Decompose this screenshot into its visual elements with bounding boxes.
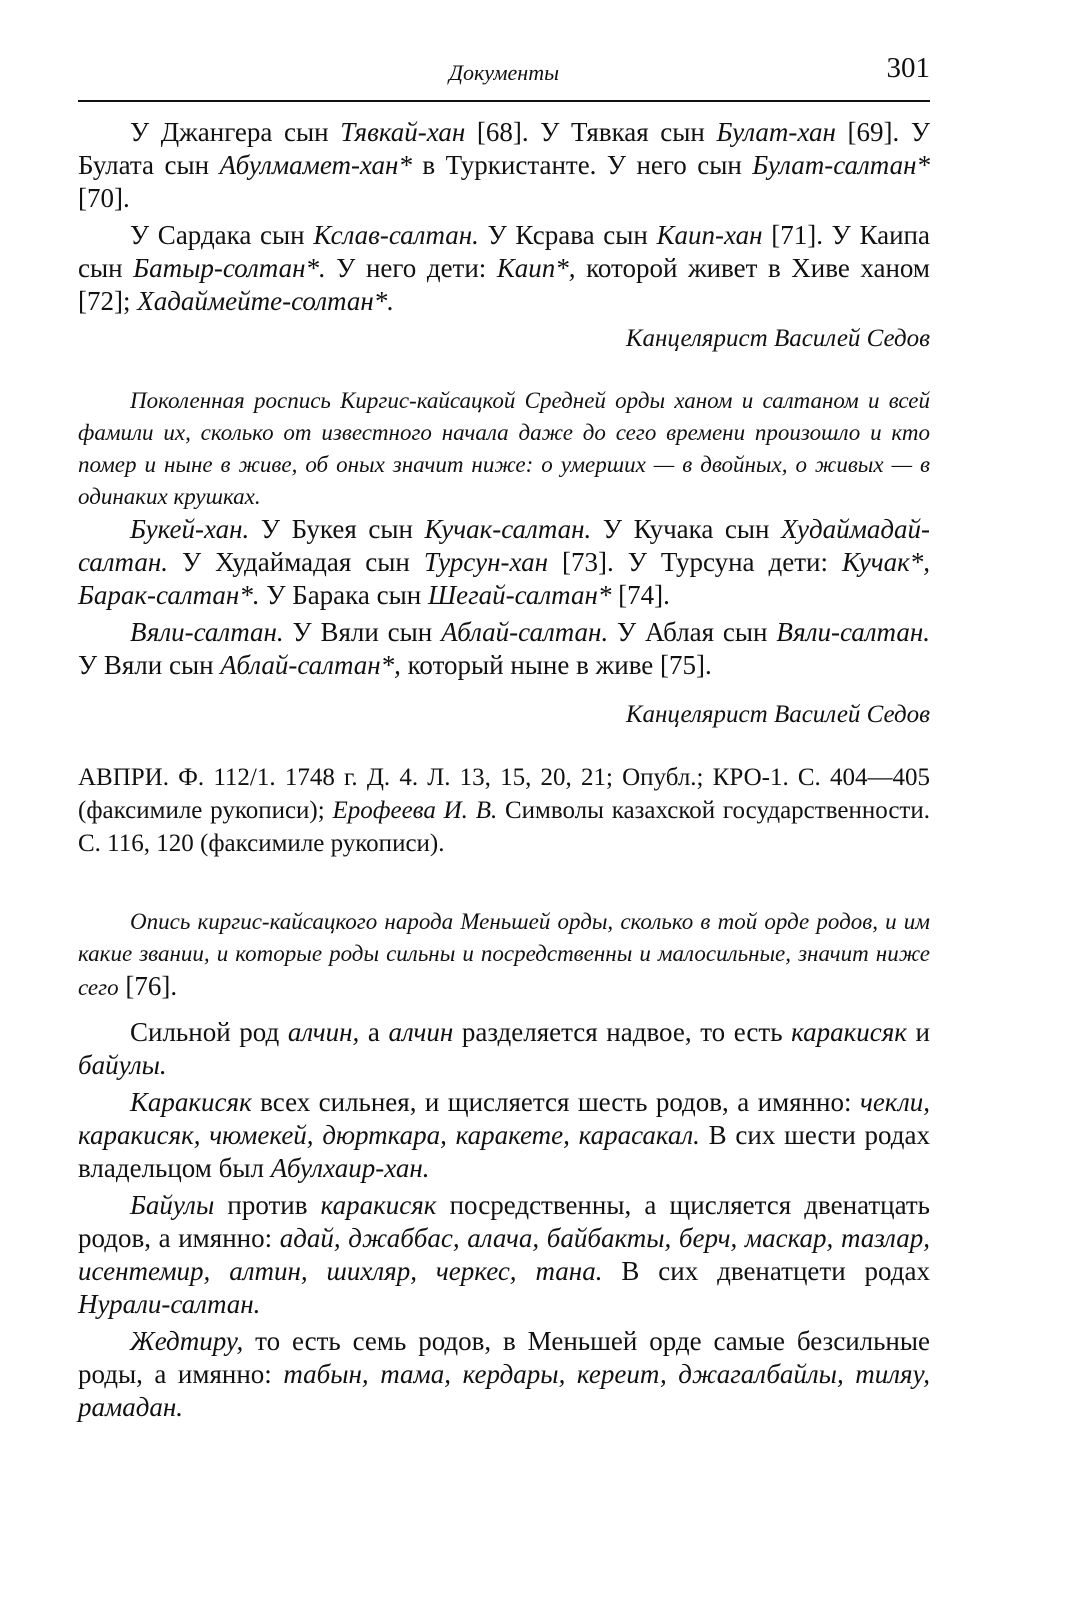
text-run: [68]. У Тявкая сын — [465, 117, 717, 147]
name-run: Каракисяк — [130, 1087, 252, 1117]
name-run: Абулхаир-хан. — [270, 1153, 430, 1183]
paragraph-karakisyak — [78, 1086, 930, 1185]
name-run: Абулмамет-хан* — [219, 150, 412, 180]
page-content — [78, 102, 930, 1424]
name-run: Батыр-солтан*. — [133, 253, 326, 283]
text-run: и — [906, 1017, 930, 1047]
text-run: [73]. У Турсуна дети: — [548, 547, 842, 577]
name-run: Жедтиру, — [130, 1326, 244, 1356]
name-run: каракисяк — [320, 1190, 437, 1220]
text-run: У Аблая сын — [608, 617, 777, 647]
name-run: Нурали-салтан. — [78, 1289, 261, 1319]
name-run: Букей-хан. — [130, 514, 250, 544]
name-run: Аблай-салтан*, — [220, 650, 401, 680]
name-run: Тявкай-хан — [340, 117, 466, 147]
text-run: разделяется надвое, то есть — [453, 1017, 792, 1047]
text-run: а — [359, 1017, 389, 1047]
text-run: У него дети: — [325, 253, 497, 283]
name-run: Аблай-салтан. — [441, 617, 609, 647]
text-run: У Ксрава сын — [478, 220, 657, 250]
name-run: Байулы — [130, 1190, 215, 1220]
text-run: АВПРИ. Ф. 112/1. 1748 г. Д. 4. Л. 13, 15, 20, 21; Опубл.; КРО-1. С. 404—405 (факсимиле рукописи); — [78, 764, 930, 824]
archival-reference — [78, 761, 930, 860]
text-run: [70]. — [78, 183, 130, 213]
page-number: 301 — [886, 52, 930, 84]
author-name: Ерофеева И. В. — [332, 797, 498, 824]
paragraph-sardak-lineage — [78, 219, 930, 318]
text-run: всех сильнея, и щисляется шесть родов, а имянно: — [251, 1087, 860, 1117]
text-run: У Вяли сын — [283, 617, 442, 647]
page-header — [78, 42, 930, 102]
paragraph-bukei-lineage — [78, 513, 930, 612]
text-run: в Туркистанте. У него сын — [411, 150, 753, 180]
text-run: Символы казахской государственности. С. 116, 120 (факсимиле рукописи). — [78, 797, 930, 857]
text-run: У Барака сын — [259, 580, 428, 610]
text-run: посредственны, а щисляется двенатцать родов, а имянно: — [78, 1190, 930, 1253]
name-run: байулы. — [78, 1050, 167, 1080]
name-run: Кслав-салтан. — [313, 220, 479, 250]
text-run: то есть семь родов, в Меньшей орде самые безсильные роды, а имянно: — [78, 1326, 930, 1389]
paragraph-dzhanger-lineage — [78, 116, 930, 215]
inventory-heading-junior-horde — [78, 906, 930, 1004]
text-run: который ныне в живе [75]. — [400, 650, 712, 680]
text-run: [74]. — [611, 580, 670, 610]
text-run: У Вяли сын — [78, 650, 221, 680]
text-run: У Худаймадая сын — [168, 547, 424, 577]
name-run: каракисяк — [791, 1017, 907, 1047]
name-run: алчин, — [287, 1017, 360, 1047]
text-run: которой живет в Хиве ханом [72]; — [78, 253, 931, 316]
name-run: Шегай-салтан* — [427, 580, 612, 610]
name-run: Кучак*, Барак-салтан*. — [78, 547, 931, 610]
text-run: [69]. У Булата сын — [78, 117, 930, 180]
name-run: алчин — [388, 1017, 454, 1047]
name-run: Каип-хан — [656, 220, 763, 250]
note-ref: [76]. — [118, 971, 178, 1001]
text-run: В сих шести родах владельцом был — [78, 1120, 930, 1183]
name-run: Вяли-салтан. — [776, 617, 930, 647]
text-run: против — [214, 1190, 321, 1220]
running-title: Документы — [448, 60, 559, 85]
signature: Канцелярист Василей Седов — [625, 325, 930, 352]
name-run: Каип*, — [496, 253, 576, 283]
text-run: В сих двенатцети родах — [602, 1256, 930, 1286]
paragraph-baiuly — [78, 1189, 930, 1321]
text-run: У Сардака сын — [130, 220, 314, 250]
document-page — [78, 42, 930, 1428]
name-run: Турсун-хан — [423, 547, 549, 577]
text-run: У Джангера сын — [130, 117, 341, 147]
paragraph-vyali-lineage — [78, 616, 930, 682]
paragraph-alchin — [78, 1016, 930, 1082]
name-run: адай, джаббас, алача, байбакты, берч, маскар, тазлар, исентемир, алтин, шихляр, черкес, тана. — [78, 1223, 930, 1286]
name-run: чекли, каракисяк, чюмекей, дюрткара, каракете, карасакал. — [78, 1087, 930, 1150]
text-run: Опись киргис-кайсацкого народа Меньшей орды, сколько в той орде родов, и им какие звании, и которые роды сильны и посредственны и малосильные, значит ниже сего — [78, 909, 930, 1000]
name-run: Вяли-салтан. — [130, 617, 284, 647]
name-run: Худаймадай-салтан. — [78, 514, 930, 577]
name-run: Хадаймейте-солтан*. — [137, 286, 394, 316]
text-run: У Букея сын — [249, 514, 425, 544]
text-run: У Кучака сын — [591, 514, 782, 544]
text-run: Сильной род — [130, 1017, 288, 1047]
name-run: Булат-хан — [716, 117, 836, 147]
name-run: Кучак-салтан. — [424, 514, 592, 544]
text-run: [71]. У Каипа сын — [78, 220, 930, 283]
signature: Канцелярист Василей Седов — [625, 701, 930, 728]
paragraph-zhedtiru — [78, 1325, 930, 1424]
name-run: табын, тама, кердары, кереит, джагалбайлы, тиляу, рамадан. — [78, 1359, 930, 1422]
genealogy-heading-middle-horde: Поколенная роспись Киргис-кайсацкой Средней орды ханом и салтаном и всей фамили их, сколько от известного начала даже до сего времени произошло и кто помер и ныне в живе, об оных значит ниже: о умерших — в двойных, о живых — в одинаких крушках. — [78, 388, 930, 509]
name-run: Булат-салтан* — [752, 150, 931, 180]
